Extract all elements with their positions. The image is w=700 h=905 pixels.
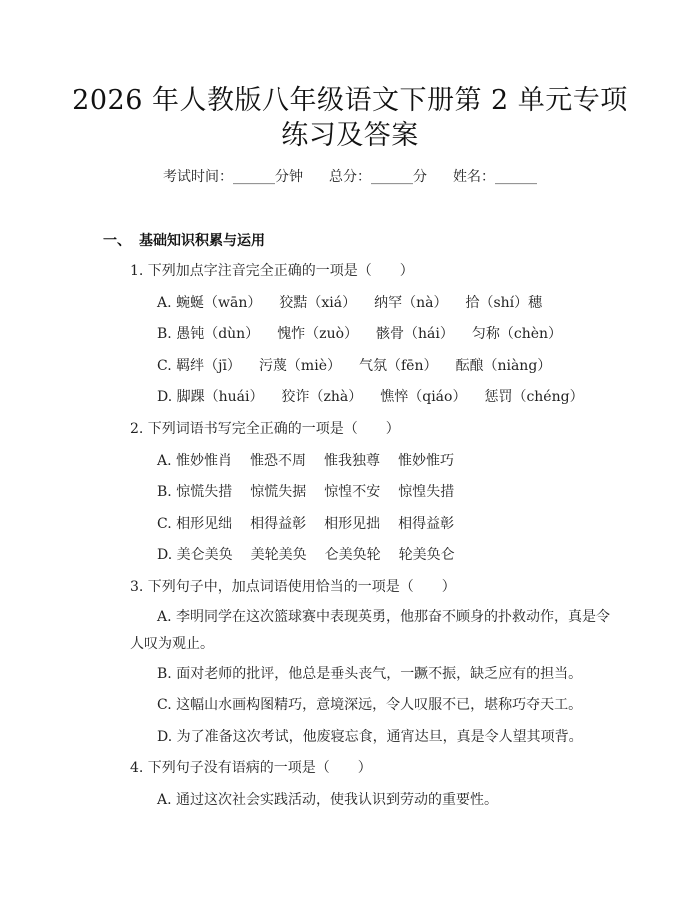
option-item: 拾（shí）穗	[465, 295, 543, 311]
question-3-option-c: C. 这幅山水画构图精巧，意境深远，令人叹服不已，堪称巧夺天工。	[157, 697, 583, 713]
section-number: 一、	[103, 233, 131, 249]
question-4-stem: 4. 下列句子没有语病的一项是（ ）	[130, 760, 372, 776]
option-item: 憔悴（qiáo）	[380, 389, 467, 405]
option-item: D. 美仑美奂	[157, 547, 233, 563]
option-item: 惟妙惟巧	[398, 453, 455, 469]
question-1-option-d	[157, 387, 584, 407]
option-item: 惊惶失措	[398, 484, 455, 500]
option-item: 气氛（fēn）	[358, 358, 438, 374]
question-2-option-c	[157, 514, 454, 534]
option-item: 惟我独尊	[324, 453, 381, 469]
option-item: 狡诈（zhà）	[281, 389, 363, 405]
option-item: 仑美奂轮	[324, 547, 381, 563]
option-item: A. 蜿蜒（wān）	[157, 295, 262, 311]
option-item: 污蔑（miè）	[258, 358, 341, 374]
option-item: 骸骨（hái）	[376, 326, 454, 342]
option-item: C. 相形见绌	[157, 516, 233, 532]
question-2-option-a	[157, 451, 454, 471]
option-item: 匀称（chèn）	[471, 326, 563, 342]
option-item: 纳罕（nà）	[374, 295, 448, 311]
option-item: B. 惊慌失措	[157, 484, 233, 500]
option-item: A. 惟妙惟肖	[157, 453, 233, 469]
exam-name-field: 姓名：______	[453, 169, 537, 185]
exam-time-field: 考试时间：______分钟	[163, 169, 303, 185]
question-4-option-a: A. 通过这次社会实践活动，使我认识到劳动的重要性。	[157, 792, 499, 808]
question-2-stem: 2. 下列词语书写完全正确的一项是（ ）	[130, 421, 400, 437]
question-1-stem: 1. 下列加点字注音完全正确的一项是（ ）	[130, 263, 414, 279]
question-2-option-b	[157, 482, 454, 502]
option-item: 惊慌失据	[250, 484, 307, 500]
option-item: C. 羁绊（jī）	[157, 358, 241, 374]
option-item: 惊惶不安	[324, 484, 381, 500]
question-3-option-a: A. 李明同学在这次篮球赛中表现英勇，他那奋不顾身的扑救动作，真是令人叹为观止。	[130, 609, 611, 652]
question-1-option-c	[157, 356, 551, 376]
option-item: 轮美奂仑	[398, 547, 455, 563]
option-item: 惩罚（chéng）	[484, 389, 584, 405]
question-1-option-b	[157, 324, 562, 344]
question-3-option-b: B. 面对老师的批评，他总是垂头丧气，一蹶不振，缺乏应有的担当。	[157, 666, 583, 682]
option-item: B. 愚钝（dùn）	[157, 326, 260, 342]
document-title-line-1: 2026 年人教版八年级语文下册第 2 单元专项	[72, 85, 628, 116]
option-item: 美轮美奂	[250, 547, 307, 563]
question-2-option-d	[157, 545, 455, 565]
option-item: 相得益彰	[250, 516, 307, 532]
option-item: 相形见拙	[324, 516, 381, 532]
question-3-stem: 3. 下列句子中，加点词语使用恰当的一项是（ ）	[130, 579, 456, 595]
question-3-option-d: D. 为了准备这次考试，他废寝忘食，通宵达旦，真是令人望其项背。	[157, 729, 583, 745]
option-item: D. 脚踝（huái）	[157, 389, 264, 405]
section-heading	[103, 231, 265, 251]
question-1-option-a	[157, 293, 542, 313]
option-item: 酝酿（niàng）	[455, 358, 552, 374]
exam-score-field: 总分：______分	[329, 169, 427, 185]
option-item: 相得益彰	[398, 516, 455, 532]
section-title: 基础知识积累与运用	[139, 233, 265, 249]
option-item: 狡黠（xiá）	[279, 295, 357, 311]
exam-meta	[0, 167, 700, 187]
document-title-line-2: 练习及答案	[281, 120, 419, 151]
option-item: 愧怍（zuò）	[277, 326, 359, 342]
option-item: 惟恐不周	[250, 453, 307, 469]
